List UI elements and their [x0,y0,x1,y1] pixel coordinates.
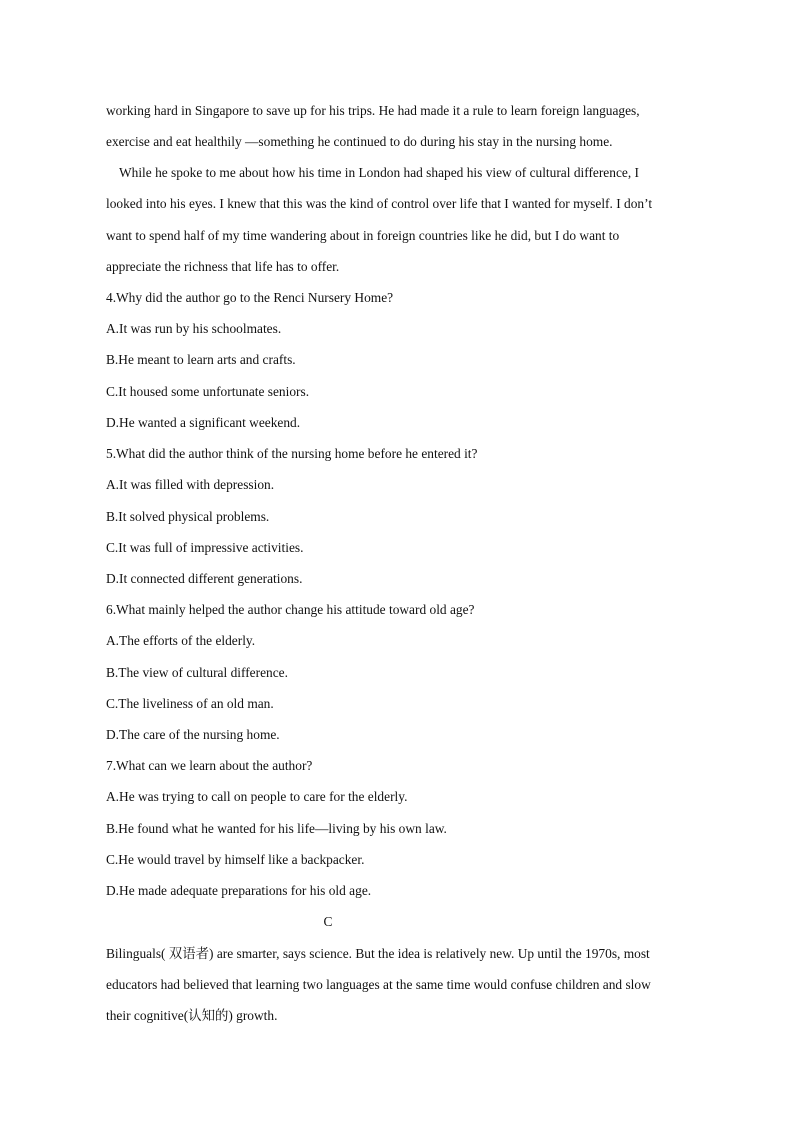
answer-option: C.The liveliness of an old man. [106,696,274,711]
passage-line: educators had believed that learning two languages at the same time would confuse children and slow [106,977,651,992]
question-stem: 7.What can we learn about the author? [106,758,313,773]
answer-option: D.The care of the nursing home. [106,727,280,742]
answer-option: A.The efforts of the elderly. [106,633,256,648]
passage-line: want to spend half of my time wandering about in foreign countries like he did, but I do want to [106,228,620,243]
answer-option: D.He made adequate preparations for his old age. [106,883,372,898]
answer-option: D.It connected different generations. [106,571,303,586]
answer-option: C.It housed some unfortunate seniors. [106,384,310,399]
answer-option: A.It was run by his schoolmates. [106,321,282,336]
answer-option: C.He would travel by himself like a backpacker. [106,852,365,867]
passage-line: While he spoke to me about how his time in London had shaped his view of cultural difference, I [119,165,639,180]
question-stem: 4.Why did the author go to the Renci Nursery Home? [106,290,394,305]
question-stem: 5.What did the author think of the nursing home before he entered it? [106,446,478,461]
passage-line: working hard in Singapore to save up for his trips. He had made it a rule to learn foreign languages, [106,103,640,118]
answer-option: B.He meant to learn arts and crafts. [106,352,296,367]
answer-option: C.It was full of impressive activities. [106,540,304,555]
section-heading: C [323,914,333,929]
answer-option: B.He found what he wanted for his life—living by his own law. [106,821,447,836]
passage-line: Bilinguals( 双语者) are smarter, says science. But the idea is relatively new. Up until the 1970s, most [106,946,650,961]
question-stem: 6.What mainly helped the author change his attitude toward old age? [106,602,475,617]
passage-line: their cognitive(认知的) growth. [106,1008,278,1023]
answer-option: A.It was filled with depression. [106,477,275,492]
answer-option: A.He was trying to call on people to care for the elderly. [106,789,408,804]
answer-option: B.It solved physical problems. [106,509,270,524]
passage-line: appreciate the richness that life has to offer. [106,259,340,274]
answer-option: D.He wanted a significant weekend. [106,415,301,430]
answer-option: B.The view of cultural difference. [106,665,288,680]
passage-line: exercise and eat healthily —something he continued to do during his stay in the nursing home. [106,134,613,149]
passage-line: looked into his eyes. I knew that this was the kind of control over life that I wanted for myself. I don’t [106,196,653,211]
